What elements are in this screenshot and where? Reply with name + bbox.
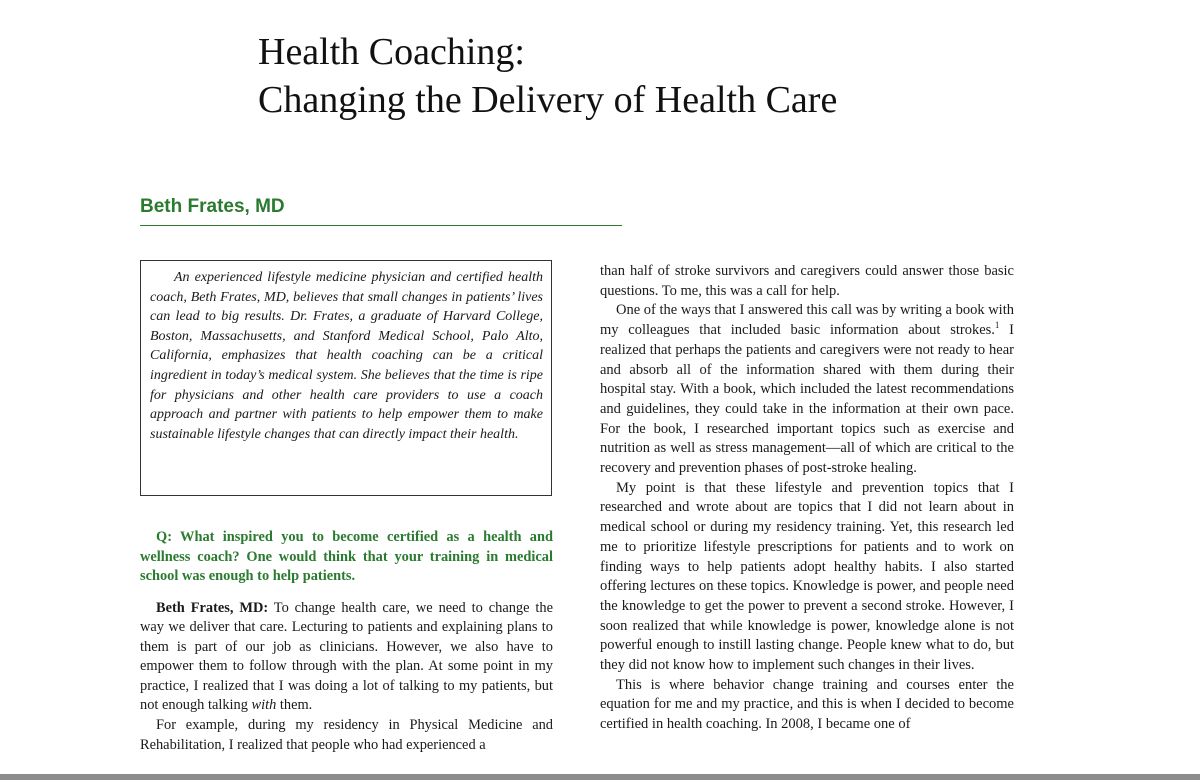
- reference-marker[interactable]: 1: [994, 320, 1000, 331]
- answer-emphasis: with: [251, 697, 277, 714]
- abstract-text: An experienced lifestyle medicine physician and certified health coach, Beth Frates, MD, believes that small changes in patients’ lives can lead to big results. Dr. Frates, a graduate of Harvard College, Boston, Massachusetts, and Stanford Medical School, Palo Alto, California, emphasizes that health coaching can be a critical ingredient in today’s medical system. She believes that the time is ripe for physicians and other health care providers to use a coach approach and partner with patients to help empower them to make sustainable lifestyle changes that can directly impact their health.: [150, 270, 543, 442]
- page-bottom-edge: [0, 774, 1200, 780]
- answer-text-2: them.: [276, 697, 313, 714]
- answer-paragraph: [140, 599, 553, 717]
- paragraph-2: For example, during my residency in Physical Medicine and Rehabilitation, I realized that people who had experienced a: [140, 717, 553, 753]
- title-line-1: Health Coaching:: [258, 31, 525, 73]
- article-title: [258, 28, 837, 124]
- paragraph-behavior-change: This is where behavior change training and courses enter the equation for me and my practice, and this is when I decided to become certified in health coaching. In 2008, I became one of: [600, 676, 1014, 733]
- right-column: [600, 262, 1014, 735]
- left-column: [140, 528, 553, 755]
- paragraph-point: My point is that these lifestyle and prevention topics that I researched and wrote about are topics that I did not learn about in medical school or during my residency training. Yet, this research led me to prioritize lifestyle prescriptions for patients and to work on finding ways to help patients adopt healthy habits. I also started offering lectures on these topics. Knowledge is power, and people need the knowledge to get the power to prevent a second stroke. However, I soon realized that while knowledge is power, knowledge alone is not powerful enough to instill lasting change. People knew what to do, but they did not know how to implement such changes in their lives.: [600, 479, 1014, 674]
- title-line-2: Changing the Delivery of Health Care: [258, 79, 838, 121]
- book-text-2: I realized that perhaps the patients and caregivers were not ready to hear and absorb all of the information shared with them during their hospital stay. With a book, which included the latest recommendations and guidelines, they could take in the information at their own pace. For the book, I researched important topics such as exercise and nutrition as well as stress management—all of which are critical to the recovery and prevention phases of post-stroke healing.: [600, 322, 1014, 477]
- author-name: Beth Frates, MD: [140, 196, 285, 217]
- abstract-box: [140, 260, 552, 496]
- paragraph-continued: than half of stroke survivors and caregivers could answer those basic questions. To me, this was a call for help.: [600, 263, 1014, 299]
- book-text-1: One of the ways that I answered this call was by writing a book with my colleagues that included basic information about strokes.: [600, 302, 1014, 339]
- interview-question: Q: What inspired you to become certified as a health and wellness coach? One would think that your training in medical school was enough to help patients.: [140, 529, 553, 584]
- author-divider: [140, 225, 622, 226]
- speaker-name: Beth Frates, MD:: [156, 599, 269, 616]
- answer-text-1: To change health care, we need to change the way we deliver that care. Lecturing to patients and explaining plans to them is part of our job as clinicians. However, we also have to empower them to follow through with the plan. At some point in my practice, I realized that I was doing a lot of talking to my patients, but not enough talking: [140, 599, 553, 714]
- paragraph-book: [600, 301, 1014, 478]
